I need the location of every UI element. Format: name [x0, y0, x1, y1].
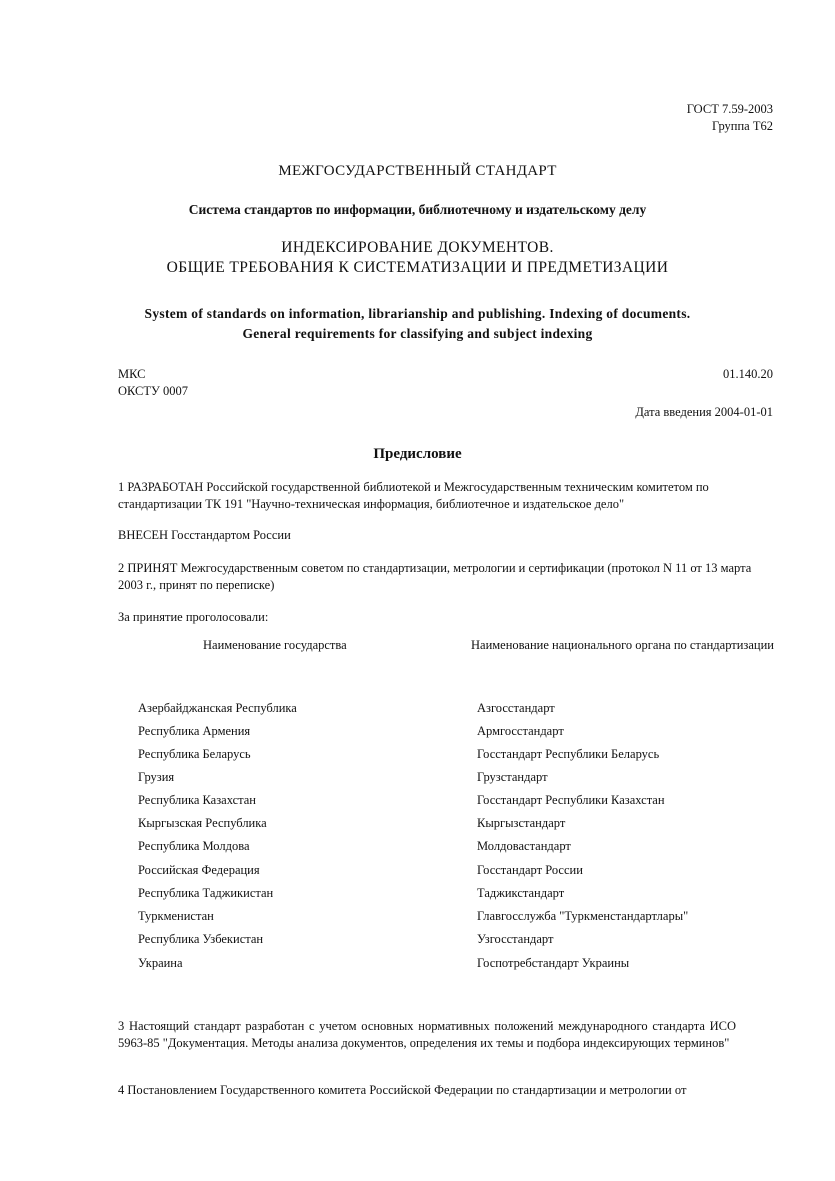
standards-system-title: Система стандартов по информации, библиотечному и издательскому делу: [188, 202, 647, 217]
standards-body: Узгосстандарт: [477, 932, 554, 946]
standards-body: Армгосстандарт: [477, 724, 564, 738]
table-row: [0, 932, 835, 952]
standards-body: Госпотребстандарт Украины: [477, 956, 630, 970]
state-name: Кыргызская Республика: [138, 816, 267, 830]
table-row: [0, 701, 835, 721]
state-name: Республика Армения: [138, 724, 251, 738]
table-row: [0, 863, 835, 883]
standards-body: Госстандарт России: [477, 863, 583, 877]
standards-body: Госстандарт Республики Казахстан: [477, 793, 665, 807]
state-name: Республика Таджикистан: [138, 886, 274, 900]
english-title-line-1: System of standards on information, librarianship and publishing. Indexing of documents.: [144, 306, 691, 321]
table-row: [0, 956, 835, 976]
state-name: Республика Узбекистан: [138, 932, 264, 946]
foreword-paragraph-5: 3 Настоящий стандарт разработан с учетом основных нормативных положений международного стандарта ИСО 5963-85 "Документация. Методы анализа документов, определения их темы и подбора индексирующих терминов": [118, 1019, 736, 1050]
state-name: Республика Молдова: [138, 839, 250, 853]
table-row: [0, 770, 835, 790]
state-name: Азербайджанская Республика: [138, 701, 297, 715]
table-row: [0, 793, 835, 813]
standards-body: Кыргызстандарт: [477, 816, 566, 830]
foreword-paragraph-6: 4 Постановлением Государственного комитета Российской Федерации по стандартизации и метрологии от: [118, 1083, 687, 1097]
table-row: [0, 747, 835, 767]
state-name: Украина: [138, 956, 183, 970]
standards-body: Таджикстандарт: [477, 886, 565, 900]
document-title-line-1: ИНДЕКСИРОВАНИЕ ДОКУМЕНТОВ.: [281, 239, 554, 256]
foreword-paragraph-4: За принятие проголосовали:: [118, 610, 269, 624]
table-row: [0, 724, 835, 744]
column-header-body: Наименование национального органа по стандартизации: [471, 638, 774, 652]
standards-body: Главгосслужба "Туркменстандартлары": [477, 909, 689, 923]
document-title-line-2: ОБЩИЕ ТРЕБОВАНИЯ К СИСТЕМАТИЗАЦИИ И ПРЕДМЕТИЗАЦИИ: [166, 259, 669, 276]
foreword-paragraph-1: 1 РАЗРАБОТАН Российской государственной библиотекой и Межгосударственным техническим комитетом по стандартизации ТК 191 "Научно-техническая информация, библиотечное и издательское дело": [118, 480, 709, 511]
english-title-line-2: General requirements for classifying and subject indexing: [242, 326, 593, 341]
document-title: [0, 238, 835, 278]
foreword-paragraph-2: ВНЕСЕН Госстандартом России: [118, 528, 291, 542]
standards-body: Госстандарт Республики Беларусь: [477, 747, 660, 761]
table-row: [0, 886, 835, 906]
foreword-heading: Предисловие: [373, 446, 462, 462]
intro-date: Дата введения 2004-01-01: [635, 405, 773, 419]
standard-group: Группа Т62: [712, 119, 773, 133]
mks-label: МКС: [118, 367, 146, 381]
classification-codes: [118, 366, 188, 400]
mks-value: 01.140.20: [723, 367, 773, 381]
state-name: Туркменистан: [138, 909, 214, 923]
standard-code: ГОСТ 7.59-2003: [686, 102, 773, 116]
english-title: [0, 304, 835, 344]
state-name: Республика Казахстан: [138, 793, 256, 807]
state-name: Республика Беларусь: [138, 747, 251, 761]
document-header: [687, 101, 773, 135]
state-name: Российская Федерация: [138, 863, 260, 877]
standards-body: Азгосстандарт: [477, 701, 555, 715]
table-row: [0, 816, 835, 836]
state-name: Грузия: [138, 770, 175, 784]
column-header-state: Наименование государства: [203, 638, 347, 652]
standards-body: Грузстандарт: [477, 770, 548, 784]
standards-body: Молдовастандарт: [477, 839, 571, 853]
standard-type-heading: МЕЖГОСУДАРСТВЕННЫЙ СТАНДАРТ: [278, 163, 557, 179]
foreword-paragraph-3: 2 ПРИНЯТ Межгосударственным советом по стандартизации, метрологии и сертификации (протокол N 11 от 13 марта 2003 г., принят по переписке): [118, 561, 752, 592]
table-row: [0, 909, 835, 929]
table-row: [0, 839, 835, 859]
okstu-code: ОКСТУ 0007: [118, 384, 189, 398]
